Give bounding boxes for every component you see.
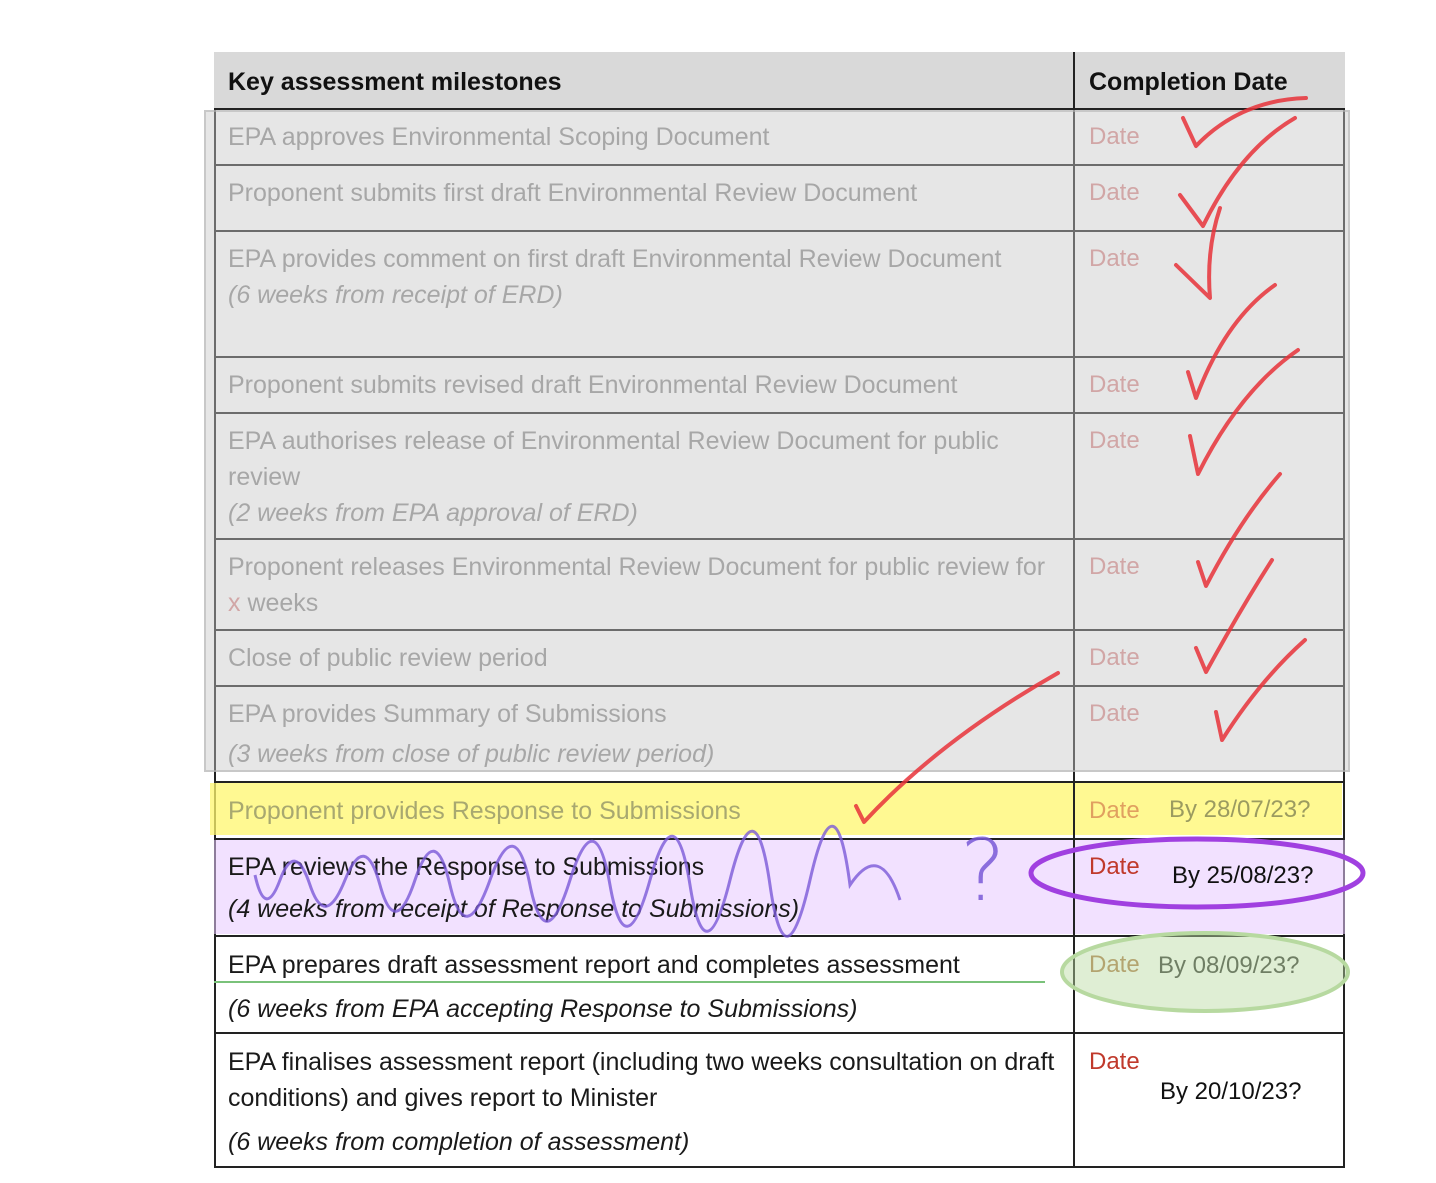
scribble-icon <box>255 826 900 936</box>
annotation-by-date-4: By 20/10/23? <box>1160 1078 1302 1105</box>
milestone-text: EPA authorises release of Environmental Review Document for public review <box>228 427 999 491</box>
date-cell: Date <box>1089 853 1140 880</box>
date-cell: Date <box>1089 700 1140 727</box>
annotation-by-date-2: By 25/08/23? <box>1172 862 1314 889</box>
milestone-text: EPA approves Environmental Scoping Document <box>228 123 770 151</box>
milestone-note: (4 weeks from receipt of Response to Submissions) <box>228 895 800 923</box>
question-mark-annotation: ? <box>960 821 1006 921</box>
milestone-text: Proponent submits revised draft Environmental Review Document <box>228 371 958 399</box>
milestone-text: EPA finalises assessment report (including two weeks consultation on draft conditions) and gives report to Minister <box>228 1048 1055 1112</box>
date-cell: Date <box>1089 644 1140 671</box>
milestone-note: (2 weeks from EPA approval of ERD) <box>228 499 638 527</box>
purple-circle-icon <box>1031 839 1363 907</box>
milestone-text: Close of public review period <box>228 644 548 672</box>
check-icon <box>1216 640 1305 740</box>
date-cell: Date <box>1089 553 1140 580</box>
date-cell: Date <box>1089 1048 1140 1075</box>
date-cell: Date <box>1089 123 1140 150</box>
green-ellipse-icon <box>1062 933 1348 1011</box>
annotation-by-date-1: By 28/07/23? <box>1169 796 1311 823</box>
header-milestones: Key assessment milestones <box>214 52 1075 108</box>
date-cell: Date <box>1089 179 1140 206</box>
check-icon <box>1196 560 1272 672</box>
date-cell: Date <box>1089 371 1140 398</box>
date-cell: Date <box>1089 797 1140 824</box>
milestone-text: Proponent provides Response to Submissions <box>228 797 741 825</box>
milestone-text: EPA provides Summary of Submissions <box>228 700 667 728</box>
check-icon <box>1180 118 1295 226</box>
milestone-note: (6 weeks from receipt of ERD) <box>228 281 563 309</box>
milestone-text: EPA prepares draft assessment report and completes assessment <box>228 951 960 979</box>
milestone-text: EPA provides comment on first draft Environmental Review Document <box>228 245 1002 273</box>
milestone-text: EPA reviews the Response to Submissions <box>228 853 705 881</box>
check-icon <box>856 673 1058 822</box>
milestone-note: (6 weeks from completion of assessment) <box>228 1128 690 1156</box>
date-cell: Date <box>1089 427 1140 454</box>
milestone-text: Proponent submits first draft Environmental Review Document <box>228 179 918 207</box>
milestone-note: (3 weeks from close of public review period) <box>228 740 715 768</box>
milestone-note: (6 weeks from EPA accepting Response to Submissions) <box>228 995 858 1023</box>
date-cell: Date <box>1089 245 1140 272</box>
header-completion-date: Completion Date <box>1089 68 1288 96</box>
milestone-text: Proponent releases Environmental Review Document for public review for x weeks <box>228 553 1046 617</box>
